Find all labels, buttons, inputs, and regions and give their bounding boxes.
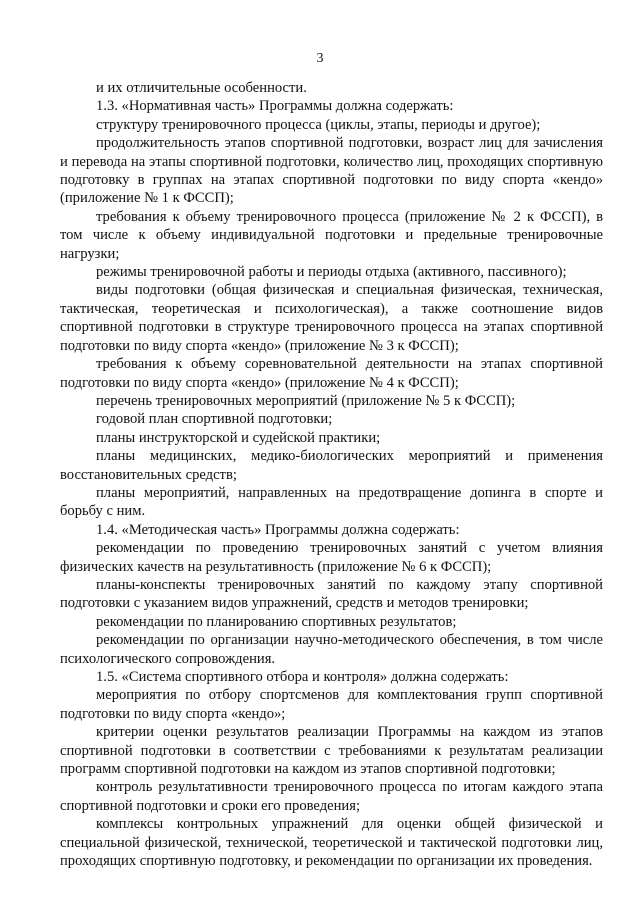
list-item-training-recommendations: рекомендации по проведению тренировочных занятий с учетом влияния физических качеств на результативность (приложение № 6 к ФССП); — [60, 540, 603, 575]
list-item-instructor-practice: планы инструкторской и судейской практики; — [96, 429, 381, 446]
document-body — [60, 79, 603, 870]
list-item-annual-plan: годовой план спортивной подготовки; — [96, 411, 333, 428]
list-item-structure: структуру тренировочного процесса (циклы, этапы, периоды и другое); — [96, 116, 541, 133]
list-item-training-events: перечень тренировочных мероприятий (приложение № 5 к ФССП); — [96, 392, 516, 409]
list-item-results-planning: рекомендации по планированию спортивных результатов; — [96, 613, 457, 630]
list-item-athlete-selection: мероприятия по отбору спортсменов для комплектования групп спортивной подготовки по виду спорта «кендо»; — [60, 687, 603, 722]
section-heading-1-4: 1.4. «Методическая часть» Программы должна содержать: — [96, 521, 460, 538]
section-heading-1-5: 1.5. «Система спортивного отбора и контроля» должна содержать: — [96, 669, 509, 685]
section-heading-1-3: 1.3. «Нормативная часть» Программы должна содержать: — [96, 98, 454, 115]
list-item-work-rest-modes: режимы тренировочной работы и периоды отдыха (активного, пассивного); — [96, 264, 567, 281]
list-item-control-exercises: комплексы контрольных упражнений для оценки общей физической и специальной физической, технической, теоретической и тактической подготовки лиц, проходящих спортивную подготовку, и рекомендации по организации их проведения. — [60, 816, 603, 870]
list-item-training-types: виды подготовки (общая физическая и специальная физическая, техническая, тактическая, теоретическая и психологическая), а также соотношение видов спортивной подготовки в структуре тренировочного процесса на этапах спортивной подготовки по виду спорта «кендо» (приложение № 3 к ФССП); — [60, 282, 603, 354]
list-item-duration: продолжительность этапов спортивной подготовки, возраст лиц для зачисления и перевода на этапы спортивной подготовки, количество лиц, проходящих спортивную подготовку в группах на этапах спортивной подготовки по виду спорта «кендо» (приложение № 1 к ФССП); — [60, 135, 603, 207]
list-item-anti-doping: планы мероприятий, направленных на предотвращение допинга в спорте и борьбу с ним. — [60, 484, 603, 520]
list-item-lesson-plans: планы-конспекты тренировочных занятий по каждому этапу спортивной подготовки с указанием видов упражнений, средств и методов тренировки; — [60, 576, 603, 612]
list-item-volume-requirements: требования к объему тренировочного процесса (приложение № 2 к ФССП), в том числе к объему индивидуальной подготовки и предельные тренировочные нагрузки; — [60, 208, 603, 262]
list-item-competition-volume: требования к объему соревновательной деятельности на этапах спортивной подготовки по виду спорта «кендо» (приложение № 4 к ФССП); — [60, 356, 603, 391]
page-number: 3 — [316, 51, 324, 66]
list-item-scientific-support: рекомендации по организации научно-методического обеспечения, в том числе психологического сопровождения. — [60, 632, 603, 667]
list-item-medical-plans: планы медицинских, медико-биологических мероприятий и применения восстановительных средств; — [60, 448, 603, 483]
list-item-evaluation-criteria: критерии оценки результатов реализации Программы на каждом из этапов спортивной подготовки в соответствии с требованиями к результатам реализации программ спортивной подготовки на каждом из этапов спортивной подготовки; — [60, 724, 603, 778]
list-item-results-control: контроль результативности тренировочного процесса по итогам каждого этапа спортивной подготовки и сроки его проведения; — [60, 779, 603, 814]
paragraph-continuation: и их отличительные особенности. — [96, 80, 307, 96]
